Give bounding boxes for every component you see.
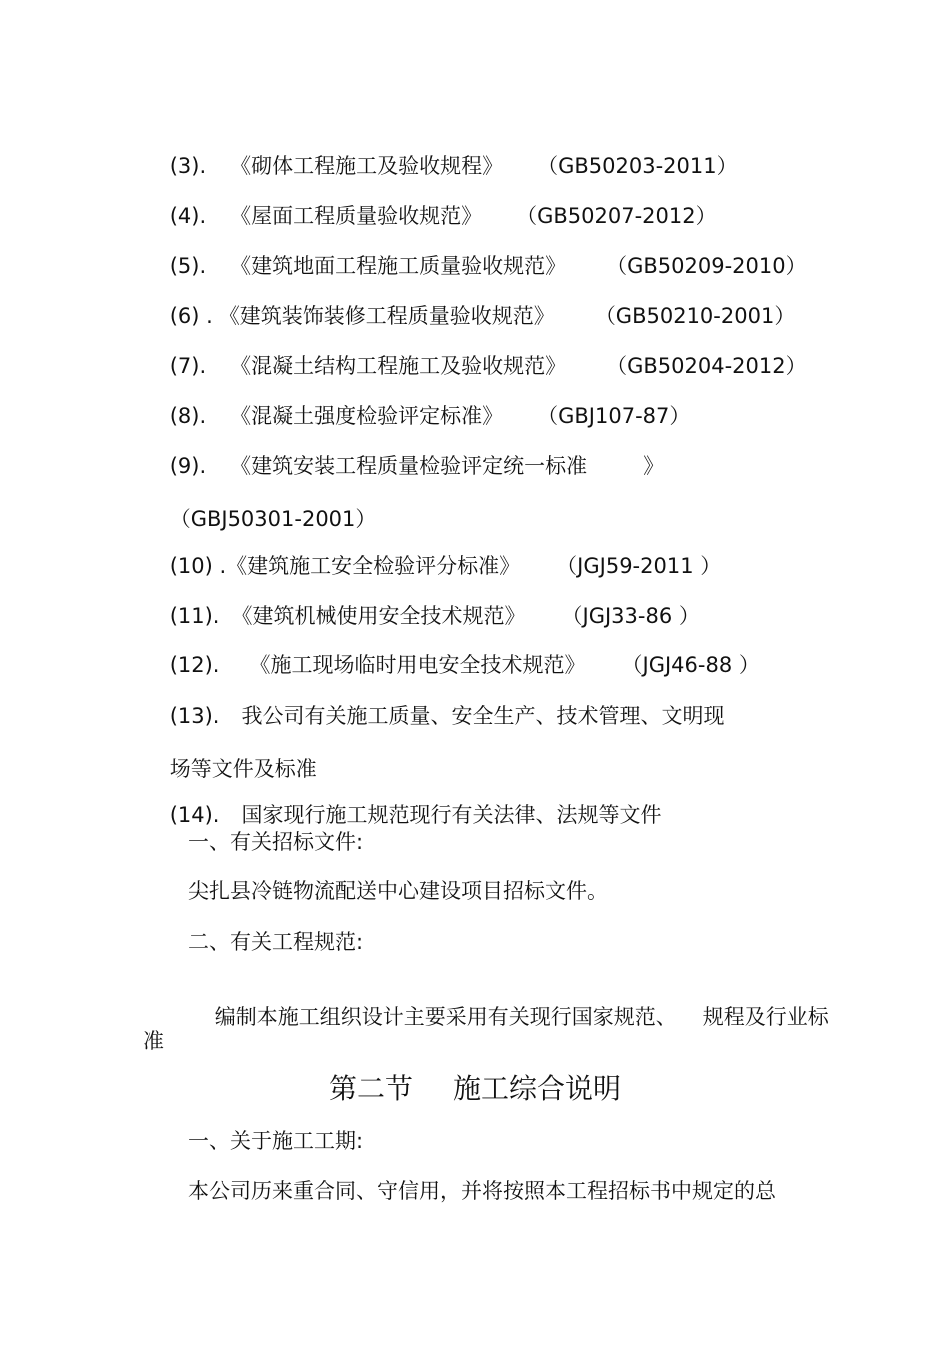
- chapter-title: 施工综合说明: [453, 1072, 622, 1105]
- body-part-a: 编制本施工组织设计主要采用有关现行国家规范、: [214, 1005, 677, 1029]
- item-code: （GB50204-2012）: [606, 354, 807, 378]
- item-number: (4).: [169, 204, 207, 228]
- item-title: 《混凝土结构工程施工及验收规范》: [230, 354, 567, 378]
- item-code: （GB50210-2001）: [594, 304, 796, 328]
- item-code: （JGJ46-88 ）: [621, 653, 760, 677]
- item-code: （JGJ33-86 ）: [561, 604, 700, 628]
- section-body-engineering-codes: [188, 978, 829, 1056]
- item-title: 《建筑地面工程施工质量验收规范》: [230, 254, 567, 278]
- item-title: 我公司有关施工质量、安全生产、技术管理、文明现: [241, 704, 725, 728]
- item-code: （GB50203-2011）: [537, 154, 738, 178]
- item-title: 《混凝土强度检验评定标准》: [230, 404, 504, 428]
- item-number: (6) .: [169, 304, 213, 328]
- item-title-end: 》: [643, 454, 665, 478]
- item-number: (14).: [169, 803, 220, 827]
- section-heading-construction-period: 一、关于施工工期:: [188, 1129, 364, 1153]
- item-title: 《屋面工程质量验收规范》: [230, 204, 483, 228]
- item-code: （GBJ107-87）: [537, 404, 691, 428]
- item-number: (12).: [169, 653, 220, 677]
- item-title: 《建筑施工安全检验评分标准》: [226, 554, 521, 578]
- section-body-construction-period: 本公司历来重合同、守信用，并将按照本工程招标书中规定的总: [188, 1179, 776, 1203]
- item-title: 《建筑安装工程质量检验评定统一标准: [230, 454, 588, 478]
- item-number: (11).: [169, 604, 220, 628]
- item-number: (9).: [169, 454, 207, 478]
- item-number: (3).: [169, 154, 207, 178]
- item-code: （JGJ59-2011 ）: [556, 554, 722, 578]
- item-number: (8).: [169, 404, 207, 428]
- item-title: 《施工现场临时用电安全技术规范》: [249, 653, 586, 677]
- section-body-engineering-codes-cont: 准: [143, 1029, 164, 1053]
- item-number: (5).: [169, 254, 207, 278]
- item-title: 国家现行施工规范现行有关法律、法规等文件: [241, 803, 662, 827]
- item-title: 《砌体工程施工及验收规程》: [230, 154, 504, 178]
- chapter-heading: [0, 1072, 950, 1106]
- section-heading-bidding-documents: 一、有关招标文件:: [188, 830, 364, 854]
- item-title-continuation: 场等文件及标准: [169, 757, 317, 781]
- item-code: （GB50207-2012）: [516, 204, 717, 228]
- chapter-number: 第二节: [328, 1072, 413, 1105]
- item-number: (10) .: [169, 554, 227, 578]
- item-number: (7).: [169, 354, 207, 378]
- body-part-b: 规程及行业标: [702, 1005, 829, 1029]
- section-body-bidding-documents: 尖扎县冷链物流配送中心建设项目招标文件。: [188, 879, 608, 903]
- section-heading-engineering-codes: 二、有关工程规范:: [188, 930, 364, 954]
- item-number: (13).: [169, 704, 220, 728]
- item-code: （GBJ50301-2001）: [169, 507, 377, 531]
- item-code: （GB50209-2010）: [606, 254, 807, 278]
- item-title: 《建筑机械使用安全技术规范》: [231, 604, 526, 628]
- item-title: 《建筑装饰装修工程质量验收规范》: [218, 304, 555, 328]
